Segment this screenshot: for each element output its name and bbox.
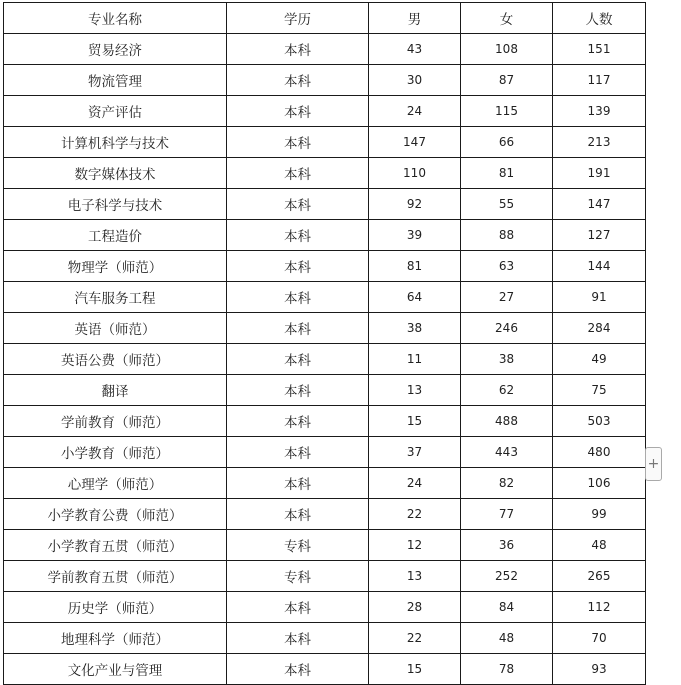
cell-total: 151 xyxy=(553,34,646,65)
table-row xyxy=(4,592,646,623)
cell-male: 22 xyxy=(369,499,461,530)
cell-male: 147 xyxy=(369,127,461,158)
cell-major: 学前教育（师范） xyxy=(4,406,227,437)
cell-education: 本科 xyxy=(227,34,369,65)
cell-female: 88 xyxy=(461,220,553,251)
cell-female: 82 xyxy=(461,468,553,499)
cell-education: 本科 xyxy=(227,220,369,251)
cell-major: 贸易经济 xyxy=(4,34,227,65)
cell-female: 84 xyxy=(461,592,553,623)
cell-female: 66 xyxy=(461,127,553,158)
cell-major: 小学教育（师范） xyxy=(4,437,227,468)
cell-female: 27 xyxy=(461,282,553,313)
cell-total: 213 xyxy=(553,127,646,158)
table-row xyxy=(4,282,646,313)
cell-total: 191 xyxy=(553,158,646,189)
table-row xyxy=(4,96,646,127)
cell-total: 284 xyxy=(553,313,646,344)
cell-education: 本科 xyxy=(227,499,369,530)
cell-total: 106 xyxy=(553,468,646,499)
cell-education: 本科 xyxy=(227,375,369,406)
table-row xyxy=(4,437,646,468)
cell-major: 地理科学（师范） xyxy=(4,623,227,654)
cell-male: 28 xyxy=(369,592,461,623)
cell-female: 108 xyxy=(461,34,553,65)
cell-education: 本科 xyxy=(227,654,369,685)
header-male: 男 xyxy=(369,3,461,34)
cell-major: 数字媒体技术 xyxy=(4,158,227,189)
cell-female: 81 xyxy=(461,158,553,189)
add-column-button[interactable] xyxy=(645,447,662,481)
cell-total: 144 xyxy=(553,251,646,282)
table-row xyxy=(4,127,646,158)
cell-major: 资产评估 xyxy=(4,96,227,127)
cell-male: 38 xyxy=(369,313,461,344)
cell-female: 87 xyxy=(461,65,553,96)
cell-total: 49 xyxy=(553,344,646,375)
table-row xyxy=(4,220,646,251)
header-total: 人数 xyxy=(553,3,646,34)
cell-male: 15 xyxy=(369,406,461,437)
table-row xyxy=(4,654,646,685)
cell-male: 13 xyxy=(369,561,461,592)
cell-major: 英语公费（师范） xyxy=(4,344,227,375)
cell-total: 480 xyxy=(553,437,646,468)
enrollment-table xyxy=(3,2,646,685)
cell-major: 电子科学与技术 xyxy=(4,189,227,220)
cell-total: 503 xyxy=(553,406,646,437)
cell-female: 63 xyxy=(461,251,553,282)
cell-total: 265 xyxy=(553,561,646,592)
cell-major: 心理学（师范） xyxy=(4,468,227,499)
cell-female: 78 xyxy=(461,654,553,685)
cell-female: 36 xyxy=(461,530,553,561)
cell-male: 43 xyxy=(369,34,461,65)
cell-major: 物理学（师范） xyxy=(4,251,227,282)
table-row xyxy=(4,158,646,189)
cell-female: 77 xyxy=(461,499,553,530)
cell-male: 13 xyxy=(369,375,461,406)
table-body xyxy=(4,34,646,685)
cell-major: 学前教育五贯（师范） xyxy=(4,561,227,592)
cell-major: 物流管理 xyxy=(4,65,227,96)
cell-education: 本科 xyxy=(227,437,369,468)
cell-male: 24 xyxy=(369,96,461,127)
cell-major: 翻译 xyxy=(4,375,227,406)
table-row xyxy=(4,251,646,282)
cell-total: 48 xyxy=(553,530,646,561)
cell-total: 70 xyxy=(553,623,646,654)
table-row xyxy=(4,499,646,530)
cell-total: 75 xyxy=(553,375,646,406)
cell-education: 本科 xyxy=(227,592,369,623)
cell-female: 48 xyxy=(461,623,553,654)
cell-education: 本科 xyxy=(227,96,369,127)
cell-male: 11 xyxy=(369,344,461,375)
cell-female: 62 xyxy=(461,375,553,406)
header-major: 专业名称 xyxy=(4,3,227,34)
cell-female: 55 xyxy=(461,189,553,220)
cell-major: 历史学（师范） xyxy=(4,592,227,623)
cell-female: 443 xyxy=(461,437,553,468)
cell-major: 小学教育五贯（师范） xyxy=(4,530,227,561)
header-education: 学历 xyxy=(227,3,369,34)
table-row xyxy=(4,189,646,220)
cell-education: 专科 xyxy=(227,530,369,561)
cell-education: 本科 xyxy=(227,127,369,158)
cell-male: 22 xyxy=(369,623,461,654)
plus-icon: + xyxy=(647,456,660,472)
cell-total: 139 xyxy=(553,96,646,127)
cell-male: 30 xyxy=(369,65,461,96)
table-row xyxy=(4,406,646,437)
cell-education: 专科 xyxy=(227,561,369,592)
cell-total: 147 xyxy=(553,189,646,220)
cell-male: 37 xyxy=(369,437,461,468)
cell-male: 110 xyxy=(369,158,461,189)
cell-education: 本科 xyxy=(227,623,369,654)
table-row xyxy=(4,530,646,561)
cell-education: 本科 xyxy=(227,65,369,96)
table-row xyxy=(4,34,646,65)
cell-male: 24 xyxy=(369,468,461,499)
table-container xyxy=(3,2,645,679)
cell-total: 117 xyxy=(553,65,646,96)
cell-female: 488 xyxy=(461,406,553,437)
cell-education: 本科 xyxy=(227,406,369,437)
cell-education: 本科 xyxy=(227,282,369,313)
cell-education: 本科 xyxy=(227,251,369,282)
cell-education: 本科 xyxy=(227,468,369,499)
cell-major: 汽车服务工程 xyxy=(4,282,227,313)
table-row xyxy=(4,313,646,344)
cell-female: 246 xyxy=(461,313,553,344)
table-row xyxy=(4,65,646,96)
cell-major: 小学教育公费（师范） xyxy=(4,499,227,530)
cell-male: 15 xyxy=(369,654,461,685)
cell-education: 本科 xyxy=(227,313,369,344)
cell-major: 工程造价 xyxy=(4,220,227,251)
cell-major: 英语（师范） xyxy=(4,313,227,344)
cell-major: 计算机科学与技术 xyxy=(4,127,227,158)
table-row xyxy=(4,623,646,654)
cell-education: 本科 xyxy=(227,189,369,220)
cell-total: 93 xyxy=(553,654,646,685)
header-female: 女 xyxy=(461,3,553,34)
cell-female: 115 xyxy=(461,96,553,127)
cell-major: 文化产业与管理 xyxy=(4,654,227,685)
table-row xyxy=(4,561,646,592)
cell-male: 92 xyxy=(369,189,461,220)
table-row xyxy=(4,344,646,375)
cell-female: 252 xyxy=(461,561,553,592)
cell-total: 99 xyxy=(553,499,646,530)
cell-total: 112 xyxy=(553,592,646,623)
table-row xyxy=(4,375,646,406)
cell-education: 本科 xyxy=(227,158,369,189)
cell-male: 64 xyxy=(369,282,461,313)
cell-total: 127 xyxy=(553,220,646,251)
table-row xyxy=(4,468,646,499)
cell-male: 81 xyxy=(369,251,461,282)
header-row xyxy=(4,3,646,34)
cell-education: 本科 xyxy=(227,344,369,375)
cell-male: 39 xyxy=(369,220,461,251)
cell-male: 12 xyxy=(369,530,461,561)
cell-total: 91 xyxy=(553,282,646,313)
cell-female: 38 xyxy=(461,344,553,375)
